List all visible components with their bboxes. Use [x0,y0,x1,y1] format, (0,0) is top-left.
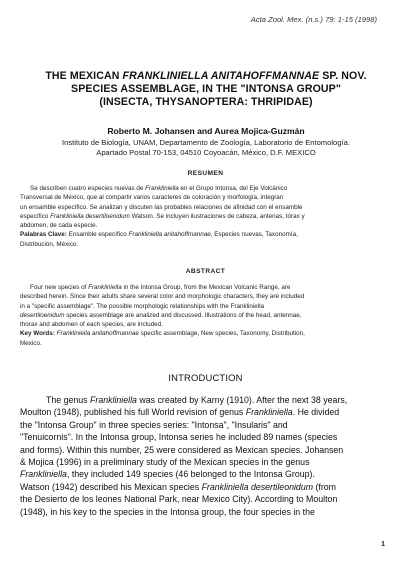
abstract-heading: ABSTRACT [185,268,226,275]
resumen-line: Se describen cuatro especies nuevas de Frankliniella en el Grupo Intonsa, del Eje Volcánico [30,185,288,192]
intro-line: The genus Frankliniella was created by Karny (1910). After the next 38 years, [46,395,348,405]
intro-line: & Mojica (1996) in a preliminary study of the Mexican species in the genus [20,457,310,468]
resumen-keywords: Palabras Clave: Ensamble específico Frankliniella anitahoffmannae, Especies nuevas, Taxonomía, [20,231,298,239]
intro-line: the "Intonsa Group" in three species series: "Intonsa", "Insularis" and [20,419,288,430]
resumen-heading: RESUMEN [187,170,224,177]
affiliation-line: Apartado Postal 70-153, 04510 Coyoacán, México, D.F. MEXICO [96,148,316,157]
title-line-1 [16,70,396,83]
title-text: SP. NOV. [319,70,367,82]
intro-line: Moulton (1948), published his full World revision of genus Frankliniella. He divided [20,407,340,418]
abstract-line: in a "specific assemblage". The possible morphologic relationships with the Frankliniella [20,302,265,310]
abstract-line: described herein. Since their adults share several color and morphologic characters, they are included [20,293,305,301]
abstract-line: desertiloenidum species assemblage are analized and discussed. Illustrations of the head, antennae, [20,311,302,319]
intro-line: "Tenuicornis". In the Intonsa group, Intonsa series he included 89 names (species [20,432,338,443]
introduction-body [20,394,392,518]
resumen-line: abdomen, de cada especie. [20,222,98,230]
paper-title [16,70,396,109]
affiliation [20,138,392,158]
title-line-3: (INSECTA, THYSANOPTERA: THRIPIDAE) [99,96,313,108]
abstract-keywords: Key Words: Frankliniella anitahoffmannae specific assemblage, New species, Taxonomy, Distribution, [20,330,305,338]
abstract-line: thorax and abdomen of each species, are included. [20,321,163,329]
intro-line: the Desierto de los leones National Park, near Mexico City). According to Moulton [20,494,338,505]
journal-citation: Acta Zool. Mex. (n.s.) 79: 1-15 (1998) [250,15,377,24]
page-number: 1 [381,541,385,548]
intro-line: Watson (1942) described his Mexican species Frankliniella desertileonidum (from [20,481,337,492]
resumen-line: específico Frankliniella desertiloenidum Watson. Se incluyen ilustraciones de cabeza, antenas, tórax y [20,212,305,220]
resumen-keywords: Distribución, México. [20,240,79,248]
intro-line: (1948), in his key to the species in the Intonsa group, the four species in the [20,506,315,517]
abstract-keywords: Mexico. [20,339,42,347]
affiliation-line: Instituto de Biología, UNAM, Departamento de Zoología, Laboratorio de Entomología. [62,138,350,147]
title-genus-italic: FRANKLINIELLA ANITAHOFFMANNAE [122,70,320,82]
author-list: Roberto M. Johansen and Aurea Mojica-Guzmán [107,126,305,136]
title-text: THE MEXICAN [45,70,123,82]
abstract-line: Four new species of Frankliniella in the Intonsa Group, from the Mexican Volcanic Range, are [30,284,291,291]
intro-line: Frankliniella, they included 149 species (46 belonged to the Intonsa Group). [20,469,315,480]
resumen-line: Transversal de México, que al compartir varios caracteres de coloración y morfología, integran [20,194,284,202]
abstract-body [20,283,392,348]
introduction-heading: INTRODUCTION [168,372,243,383]
intro-line: and forms). Within this number, 25 were considered as Mexican species. Johansen [20,444,344,455]
resumen-body [20,184,392,249]
resumen-line: un ensamble específico. Se analizan y discuten las probables relaciones de afinidad con el ensamble [20,203,303,211]
title-line-2: SPECIES ASSEMBLAGE, IN THE "INTONSA GROUP" [71,83,341,95]
